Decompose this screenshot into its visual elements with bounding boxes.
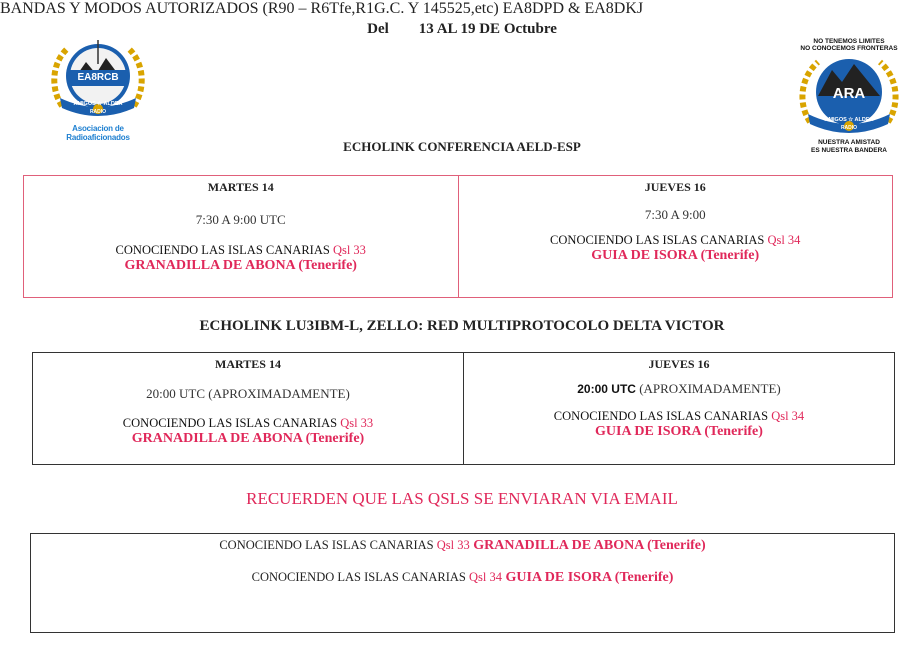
section1-left-qsl: Qsl 33 <box>332 243 366 257</box>
section1-left-time: 7:30 A 9:00 UTC <box>195 212 286 227</box>
ara-name: ARA <box>832 85 866 102</box>
summary2-conoc: CONOCIENDO LAS ISLAS CANARIAS <box>251 570 469 584</box>
section2-right-time-line <box>464 381 894 397</box>
section1-title: ECHOLINK CONFERENCIA AELD-ESP <box>343 139 581 154</box>
ea8rcb-logo <box>48 36 148 142</box>
summary2-place: GUIA DE ISORA (Tenerife) <box>502 570 674 585</box>
summary-line-2 <box>31 570 894 586</box>
section1-table <box>23 175 893 298</box>
section1-right-time: 7:30 A 9:00 <box>644 207 706 222</box>
section2-table <box>32 352 895 465</box>
ara-top-line2: NO CONOCEMOS FRONTERAS <box>800 45 898 52</box>
summary-box <box>30 533 895 633</box>
section2-left-day: MARTES 14 <box>215 357 281 371</box>
section2-left-time: 20:00 UTC (APROXIMADAMENTE) <box>146 386 350 401</box>
section1-right-qsl: Qsl 34 <box>767 233 801 247</box>
ara-bottom-line1: NUESTRA AMISTAD <box>818 139 880 146</box>
section1-right-place: GUIA DE ISORA (Tenerife) <box>591 248 760 263</box>
ea8rcb-callsign: EA8RCB <box>77 72 119 83</box>
summary2-qsl: Qsl 34 <box>469 570 502 584</box>
section1-right-conoc-line <box>459 233 893 248</box>
ea8rcb-ribbon: AMIGOS ☆ ALDEA <box>73 101 123 107</box>
section2-left-qsl: Qsl 33 <box>340 416 374 430</box>
title-range: 13 AL 19 DE Octubre <box>418 21 557 37</box>
section2-left-conoc: CONOCIENDO LAS ISLAS CANARIAS <box>122 416 341 430</box>
section2-right-time-rest: (APROXIMADAMENTE) <box>635 381 781 396</box>
qsl-reminder: RECUERDEN QUE LAS QSLS SE ENVIARAN VIA EMAIL <box>246 489 678 508</box>
ara-radio: RADIO <box>840 125 858 131</box>
section2-left-conoc-line <box>33 416 463 431</box>
summary1-place: GRANADILLA DE ABONA (Tenerife) <box>469 538 706 553</box>
summary1-qsl: Qsl 33 <box>436 538 470 552</box>
title-del: Del <box>367 21 389 37</box>
section2-right-cell <box>464 353 895 465</box>
section1-left-conoc-line <box>24 243 458 258</box>
section1-left-place: GRANADILLA DE ABONA (Tenerife) <box>124 258 357 273</box>
ea8rcb-radio: RADIO <box>89 109 107 115</box>
ara-bottom-line2: ES NUESTRA BANDERA <box>811 147 887 154</box>
summary1-conoc: CONOCIENDO LAS ISLAS CANARIAS <box>219 538 437 552</box>
section2-right-time-bold: 20:00 UTC <box>577 382 636 396</box>
section1-right-day: JUEVES 16 <box>644 180 706 194</box>
bands-modes: BANDAS Y MODOS AUTORIZADOS (R90 – R6Tfe,R1G.C. Y 145525,etc) EA8DPD & EA8DKJ <box>0 0 644 17</box>
section1-left-day: MARTES 14 <box>207 180 274 194</box>
ara-top-line1: NO TENEMOS LIMITES <box>813 38 885 45</box>
ara-ribbon: AMIGOS ☆ ALDEA <box>824 117 874 123</box>
section1-right-conoc: CONOCIENDO LAS ISLAS CANARIAS <box>550 233 768 247</box>
section2-left-cell <box>33 353 464 465</box>
section1-left-cell <box>24 176 459 298</box>
section2-right-place: GUIA DE ISORA (Tenerife) <box>595 424 763 439</box>
summary-line-1 <box>31 538 894 554</box>
section2-right-qsl: Qsl 34 <box>771 409 805 423</box>
ea8rcb-assoc-text: Asociacion de Radioaficionados <box>66 124 130 142</box>
section1-right-cell <box>458 176 893 298</box>
section2-left-place: GRANADILLA DE ABONA (Tenerife) <box>131 431 365 446</box>
section2-right-conoc: CONOCIENDO LAS ISLAS CANARIAS <box>553 409 772 423</box>
section1-left-conoc: CONOCIENDO LAS ISLAS CANARIAS <box>115 243 333 257</box>
section2-right-conoc-line <box>464 409 894 424</box>
section2-title: ECHOLINK LU3IBM-L, ZELLO: RED MULTIPROTOCOLO DELTA VICTOR <box>199 318 725 334</box>
section2-right-day: JUEVES 16 <box>648 357 710 371</box>
